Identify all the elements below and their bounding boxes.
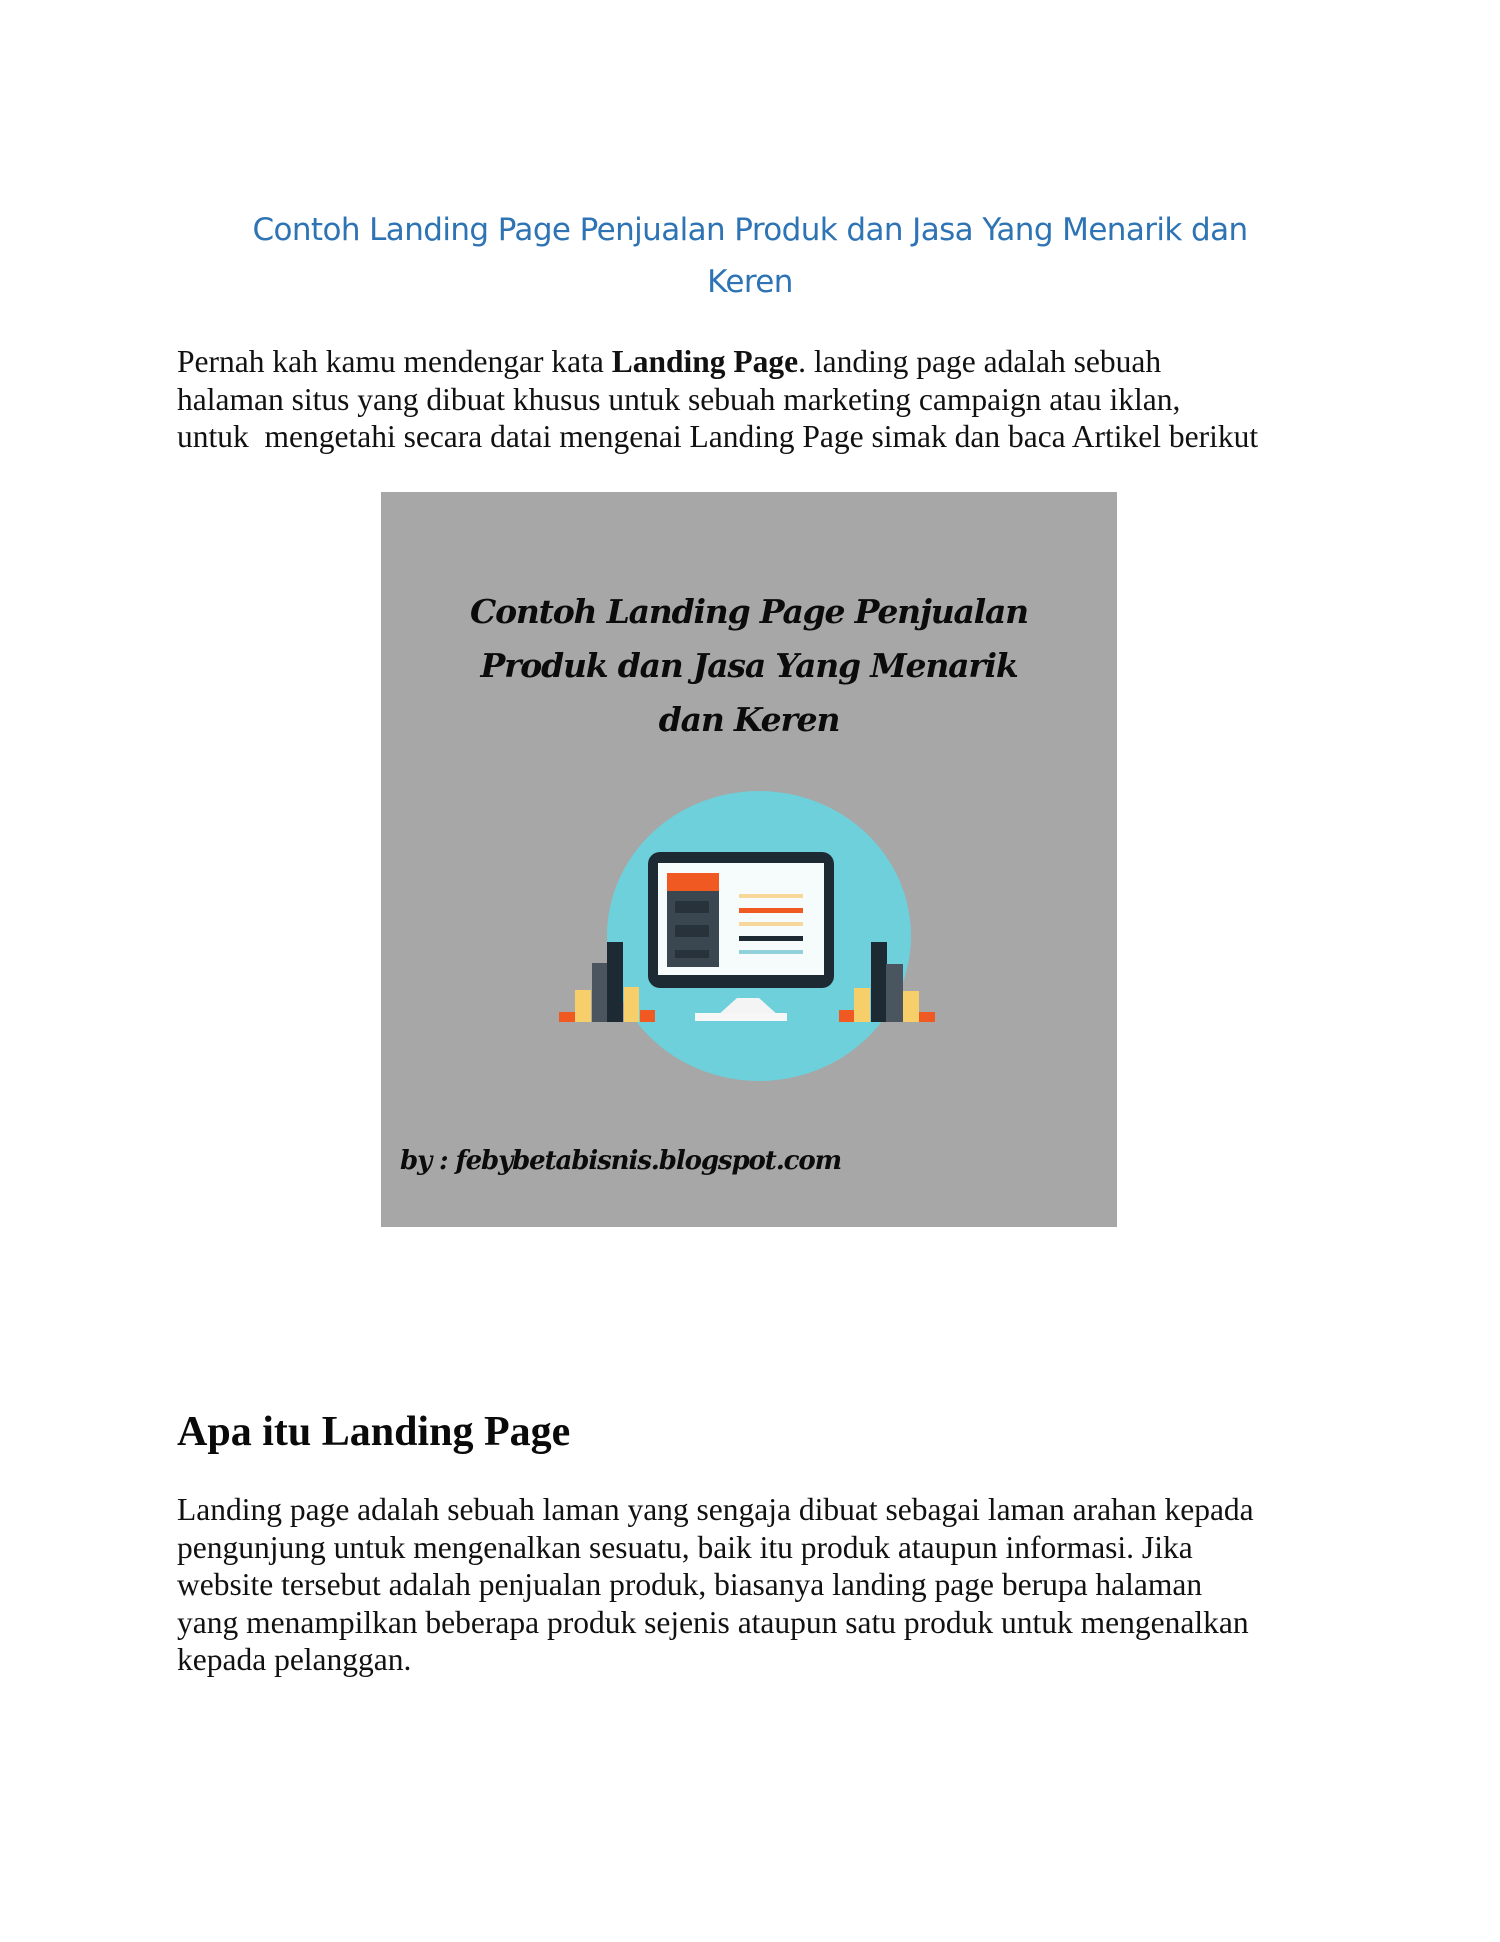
section-line-5: kepada pelanggan. bbox=[177, 1642, 412, 1677]
section-line-1: Landing page adalah sebuah laman yang sengaja dibuat sebagai laman arahan kepada bbox=[177, 1492, 1254, 1527]
featured-image bbox=[381, 492, 1117, 1227]
section-line-3: website tersebut adalah penjualan produk, biasanya landing page berupa halaman bbox=[177, 1567, 1203, 1602]
section-line-2: pengunjung untuk mengenalkan sesuatu, baik itu produk ataupun informasi. Jika bbox=[177, 1529, 1193, 1565]
intro-bold-term: Landing Page bbox=[611, 344, 799, 379]
image-title-line-3: dan Keren bbox=[658, 700, 840, 739]
document-title bbox=[150, 204, 1350, 308]
document-title-line-2: Keren bbox=[707, 264, 793, 300]
monitor-with-bar-charts-icon bbox=[541, 784, 961, 1094]
section-paragraph bbox=[177, 1491, 1327, 1679]
intro-text: . landing page adalah sebuah bbox=[798, 344, 1162, 379]
intro-text: Pernah kah kamu mendengar kata bbox=[177, 344, 612, 379]
image-title-line-2: Produk dan Jasa Yang Menarik bbox=[480, 646, 1018, 685]
image-title bbox=[381, 585, 1117, 747]
intro-line-1 bbox=[177, 343, 1327, 381]
intro-line-2: halaman situs yang dibuat khusus untuk sebuah marketing campaign atau iklan, bbox=[177, 381, 1181, 417]
section-line-4: yang menampilkan beberapa produk sejenis ataupun satu produk untuk mengenalkan bbox=[177, 1604, 1249, 1640]
intro-paragraph bbox=[177, 343, 1327, 456]
document-title-line-1: Contoh Landing Page Penjualan Produk dan Jasa Yang Menarik dan bbox=[252, 212, 1248, 248]
image-credit: by : febybetabisnis.blogspot.com bbox=[400, 1146, 842, 1176]
image-title-line-1: Contoh Landing Page Penjualan bbox=[470, 592, 1028, 631]
section-heading: Apa itu Landing Page bbox=[177, 1409, 571, 1455]
intro-line-3: untuk mengetahi secara datai mengenai Landing Page simak dan baca Artikel berikut bbox=[177, 419, 1259, 454]
